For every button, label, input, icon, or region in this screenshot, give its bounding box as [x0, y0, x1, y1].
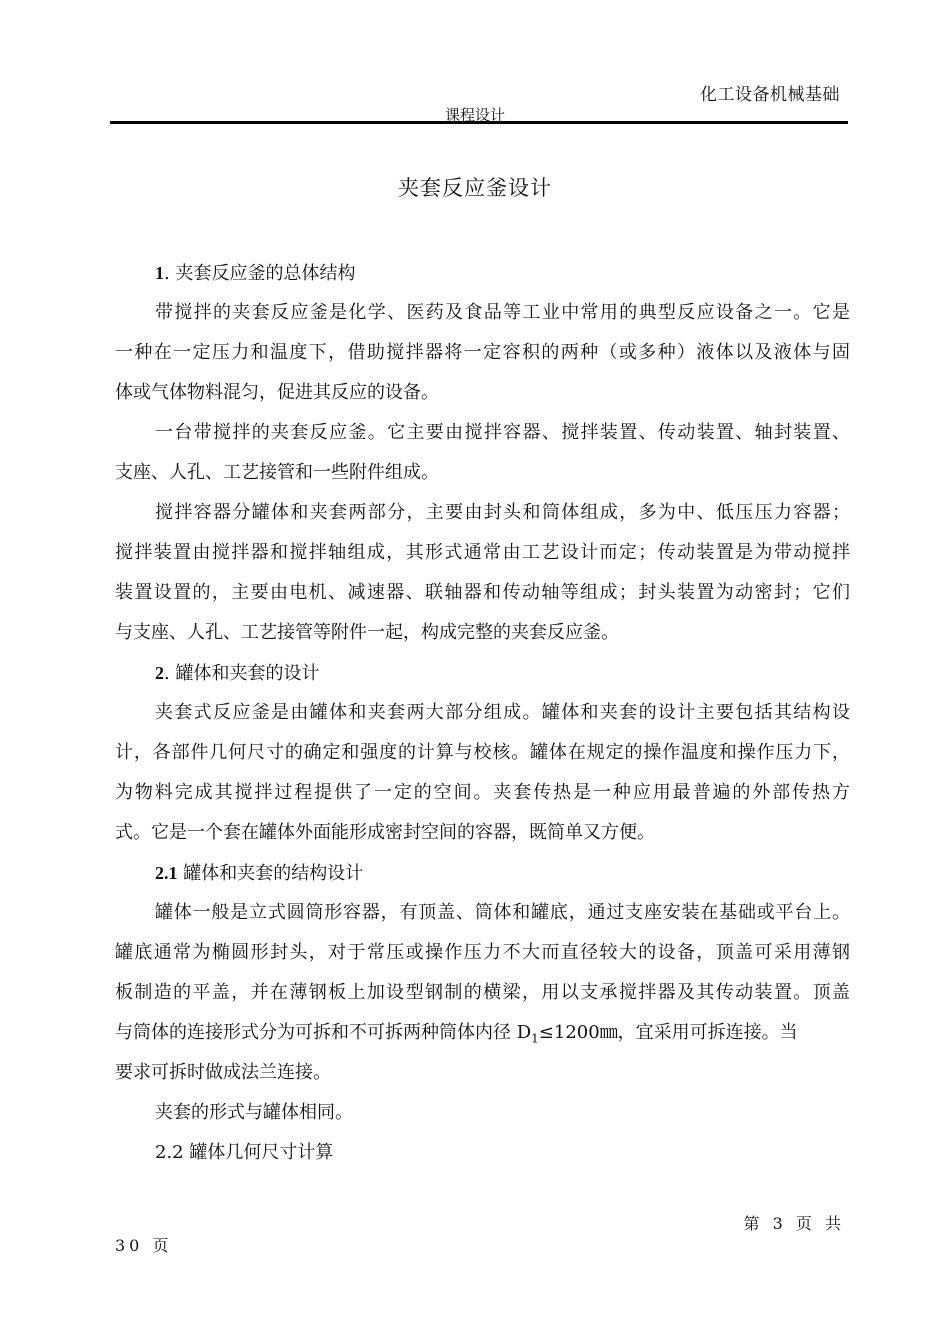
- footer-page-number: 第 3 页 共: [743, 1214, 845, 1233]
- formula-text-before: 与筒体的连接形式分为可拆和不可拆两种筒体内径 D: [115, 1022, 532, 1043]
- paragraph-line: 罐体一般是立式圆筒形容器，有顶盖、筒体和罐底，通过支座安装在基础或平台上。: [155, 902, 850, 923]
- footer-page-total: 30 页: [115, 1236, 173, 1255]
- formula-subscript: 1: [531, 1031, 539, 1046]
- paragraph-line: 要求可拆时做成法兰连接。: [115, 1062, 331, 1083]
- section-number: 2: [155, 663, 164, 683]
- paragraph-line: 装置设置的，主要由电机、减速器、联轴器和传动轴等组成；封头装置为动密封；它们: [115, 582, 850, 603]
- header-divider: [110, 121, 848, 124]
- paragraph-line: 一台带搅拌的夹套反应釜。它主要由搅拌容器、搅拌装置、传动装置、轴封装置、: [155, 422, 850, 443]
- section-2-2-heading: 2.2 罐体几何尺寸计算: [155, 1142, 334, 1163]
- paragraph-line: 板制造的平盖，并在薄钢板上加设型钢制的横梁，用以支承搅拌器及其传动装置。顶盖: [115, 982, 850, 1003]
- paragraph-line: 罐底通常为椭圆形封头，对于常压或操作压力不大而直径较大的设备，顶盖可采用薄钢: [115, 942, 850, 963]
- paragraph-line: 与支座、人孔、工艺接管等附件一起，构成完整的夹套反应釜。: [115, 622, 619, 643]
- section-heading-text: . 夹套反应釜的总体结构: [164, 263, 356, 284]
- header-course-title: 化工设备机械基础: [700, 85, 840, 105]
- section-heading-text: 罐体和夹套的结构设计: [177, 863, 364, 884]
- paragraph-line: 夹套的形式与罐体相同。: [155, 1102, 353, 1123]
- paragraph-line: 一种在一定压力和温度下，借助搅拌器将一定容积的两种（或多种）液体以及液体与固: [115, 342, 850, 363]
- section-1-heading: [115, 253, 850, 293]
- paragraph-line: 带搅拌的夹套反应釜是化学、医药及食品等工业中常用的典型反应设备之一。它是: [155, 302, 850, 323]
- paragraph-line: 体或气体物料混匀，促进其反应的设备。: [115, 382, 439, 403]
- section-heading-text: . 罐体和夹套的设计: [164, 663, 320, 684]
- paragraph-line: 夹套式反应釜是由罐体和夹套两大部分组成。罐体和夹套的设计主要包括其结构设: [155, 702, 850, 723]
- section-2-heading: [115, 653, 850, 693]
- paragraph-line: 式。它是一个套在罐体外面能形成密封空间的容器，既简单又方便。: [115, 822, 655, 843]
- paragraph-line: 支座、人孔、工艺接管和一些附件组成。: [115, 462, 439, 483]
- paragraph-line-formula: [115, 1013, 850, 1053]
- section-2-1-heading: [115, 853, 850, 893]
- paragraph-line: 搅拌容器分罐体和夹套两部分，主要由封头和筒体组成，多为中、低压压力容器；: [155, 502, 850, 523]
- paragraph-line: 为物料完成其搅拌过程提供了一定的空间。夹套传热是一种应用最普遍的外部传热方: [115, 782, 850, 803]
- formula-text-after: ≤1200㎜，宜采用可拆连接。当: [538, 1022, 798, 1043]
- paragraph-line: 计，各部件几何尺寸的确定和强度的计算与校核。罐体在规定的操作温度和操作压力下，: [115, 742, 850, 763]
- header-subtitle: 课程设计: [445, 106, 506, 124]
- paragraph-line: 搅拌装置由搅拌器和搅拌轴组成，其形式通常由工艺设计而定；传动装置是为带动搅拌: [115, 542, 850, 563]
- section-number: 1: [155, 263, 164, 283]
- section-number: 2.1: [155, 863, 178, 883]
- document-body: [115, 253, 850, 1173]
- page-title: 夹套反应釜设计: [398, 176, 552, 200]
